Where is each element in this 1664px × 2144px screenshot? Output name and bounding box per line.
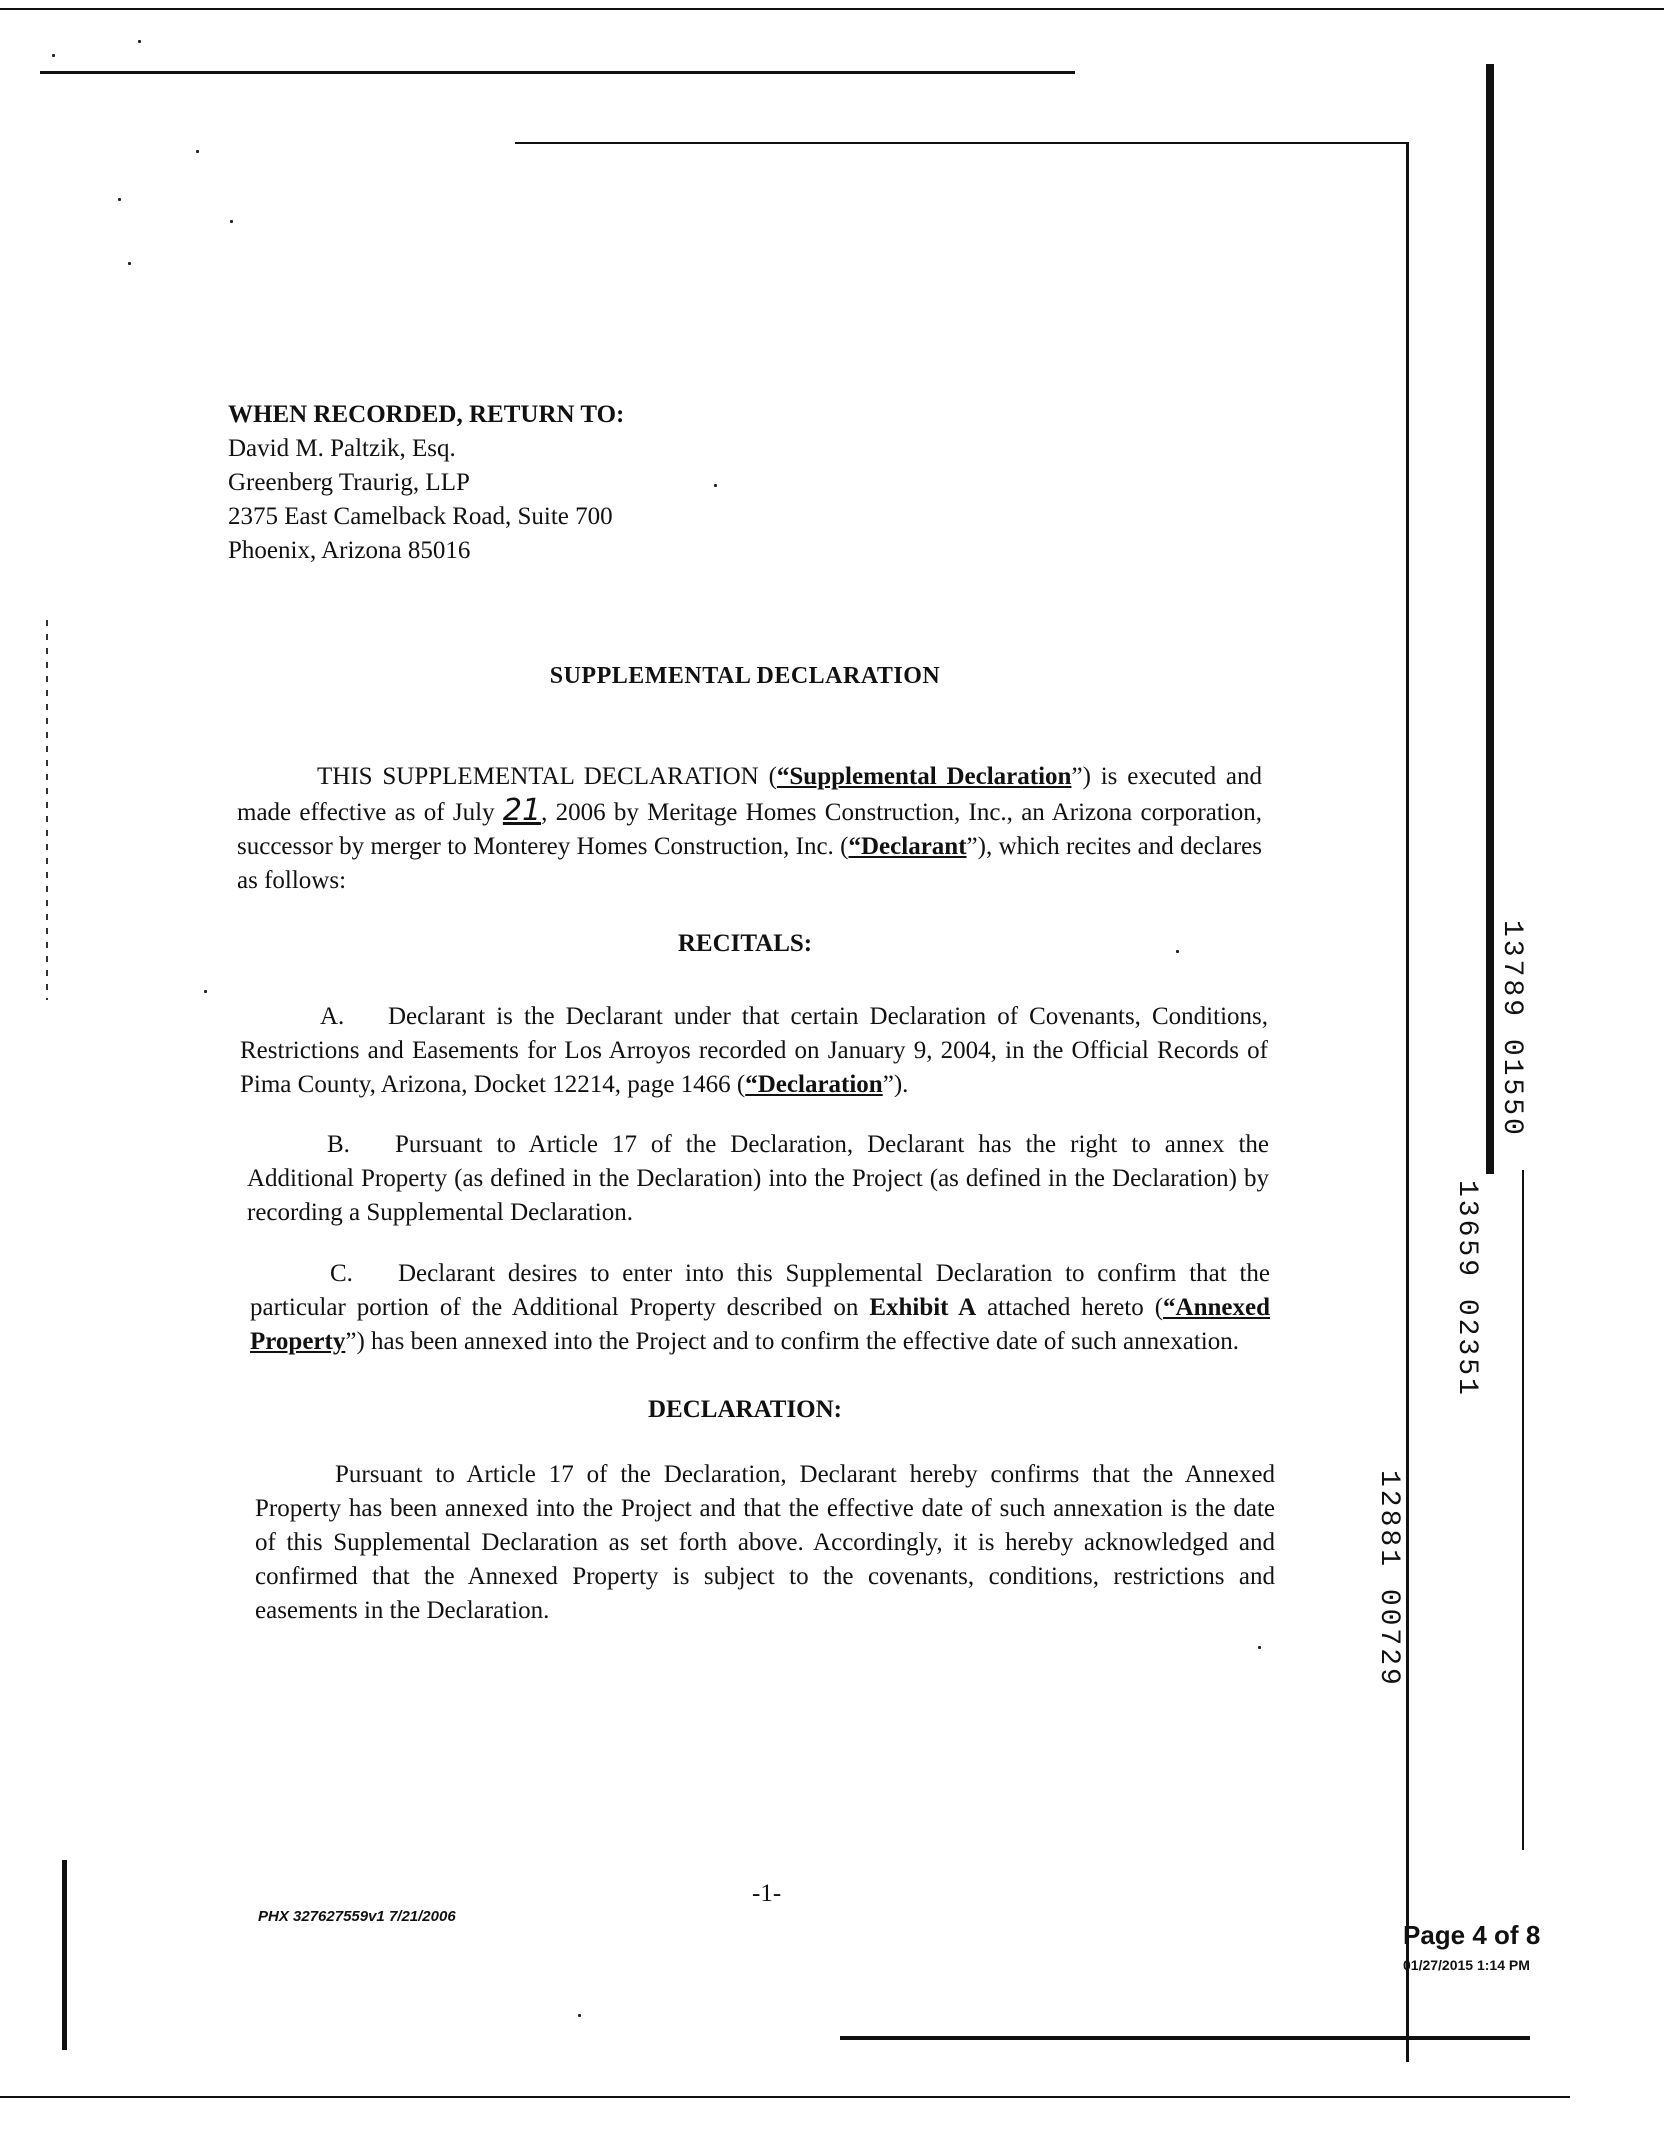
recording-stamp: 13789 01550: [1496, 920, 1527, 1138]
speck: [52, 54, 55, 57]
recital-text: Pursuant to Article 17 of the Declaration, Declarant has the right to annex the Additional Property (as defined in the Declaration) into the Project (as defined in the Declaration) by recording a Supplemental Declaration.: [247, 1131, 1269, 1226]
defined-term-annexed-property: “Annexed Property: [250, 1294, 1270, 1355]
recital-text: Declarant desires to enter into this Supplemental Declaration to confirm that the particular portion of the Additional Property described on: [250, 1260, 1270, 1321]
defined-term-declarant: “Declarant: [848, 833, 967, 860]
speck: [230, 220, 233, 223]
print-timestamp: 01/27/2015 1:14 PM: [1403, 1957, 1530, 1973]
scan-bar-right: [1486, 64, 1494, 1174]
page-label: Page 4 of 8: [1403, 1920, 1541, 1950]
recording-stamp: 12881 00729: [1373, 1470, 1404, 1688]
intro-text: ”), which recites and declares as follows:: [237, 833, 1263, 894]
document-title: SUPPLEMENTAL DECLARATION: [549, 663, 941, 689]
declaration-heading: DECLARATION:: [648, 1396, 842, 1423]
return-address-block: [228, 398, 624, 568]
scan-line-upper: [40, 71, 1075, 74]
defined-term-declaration: “Declaration: [745, 1071, 883, 1098]
speck: [196, 150, 199, 153]
speck: [1258, 1646, 1261, 1649]
speck: [128, 262, 131, 265]
speck: [204, 990, 207, 993]
recital-marker: B.: [327, 1131, 350, 1158]
recital-b: [247, 1128, 1269, 1230]
intro-paragraph: [237, 760, 1262, 898]
declaration-text: Pursuant to Article 17 of the Declaration, Declarant hereby confirms that the Annexed Property has been annexed into the Project and that the effective date of such annexation is the date of this Supplemental Declaration as set forth above. Accordingly, it is hereby acknowledged and confirmed that the Annexed Property is subject to the covenants, conditions, restrictions and easements in the Declaration.: [255, 1461, 1275, 1624]
intro-text: ”) is executed and made effective as of July: [237, 763, 1262, 826]
return-line: Phoenix, Arizona 85016: [228, 537, 471, 564]
recital-marker: A.: [320, 1003, 345, 1030]
recitals-heading: RECITALS:: [677, 930, 813, 957]
speck: [714, 484, 717, 487]
page-edge-right: [1406, 142, 1409, 2062]
intro-text: THIS SUPPLEMENTAL DECLARATION (: [317, 763, 777, 790]
return-line: David M. Paltzik, Esq.: [228, 435, 456, 462]
recital-text: Declarant is the Declarant under that certain Declaration of Covenants, Conditions, Restrictions and Easements for Los Arroyos recorded on January 9, 2004, in the Official Records of Pima County, Arizona, Docket 12214, page 1466 (: [240, 1003, 1268, 1098]
exhibit-reference: Exhibit A: [869, 1294, 977, 1321]
page-edge-top: [515, 142, 1408, 144]
recording-stamp: 13659 02351: [1451, 1180, 1482, 1398]
recital-a: [240, 1000, 1268, 1102]
recital-text: attached hereto (: [976, 1294, 1164, 1321]
defined-term-supplemental-declaration: “Supplemental Declaration: [776, 763, 1072, 790]
scan-bar-right-lower: [1522, 1170, 1524, 1850]
handwritten-day: 21: [502, 793, 542, 828]
recital-text: ”) has been annexed into the Project and to confirm the effective date of such annexation.: [345, 1328, 1239, 1355]
return-line: 2375 East Camelback Road, Suite 700: [228, 503, 613, 530]
document-id: PHX 327627559v1 7/21/2006: [258, 1908, 456, 1925]
speck: [118, 198, 121, 201]
speck: [578, 2014, 581, 2017]
return-line: Greenberg Traurig, LLP: [228, 469, 470, 496]
speck: [138, 40, 141, 43]
scan-border-top: [0, 8, 1664, 10]
recital-c: [250, 1257, 1270, 1359]
declaration-paragraph: [255, 1458, 1275, 1628]
page-number: -1-: [752, 1880, 782, 1907]
recital-text: ”).: [882, 1071, 909, 1098]
return-heading: WHEN RECORDED, RETURN TO:: [228, 401, 625, 428]
scan-border-bottom: [0, 2096, 1570, 2098]
intro-text: , 2006 by Meritage Homes Construction, Inc., an Arizona corporation, successor by merger to Monterey Homes Construction, Inc. (: [237, 799, 1262, 860]
scan-line-bottom: [840, 2036, 1530, 2040]
recital-marker: C.: [330, 1260, 353, 1287]
scan-bar-left: [62, 1860, 67, 2050]
